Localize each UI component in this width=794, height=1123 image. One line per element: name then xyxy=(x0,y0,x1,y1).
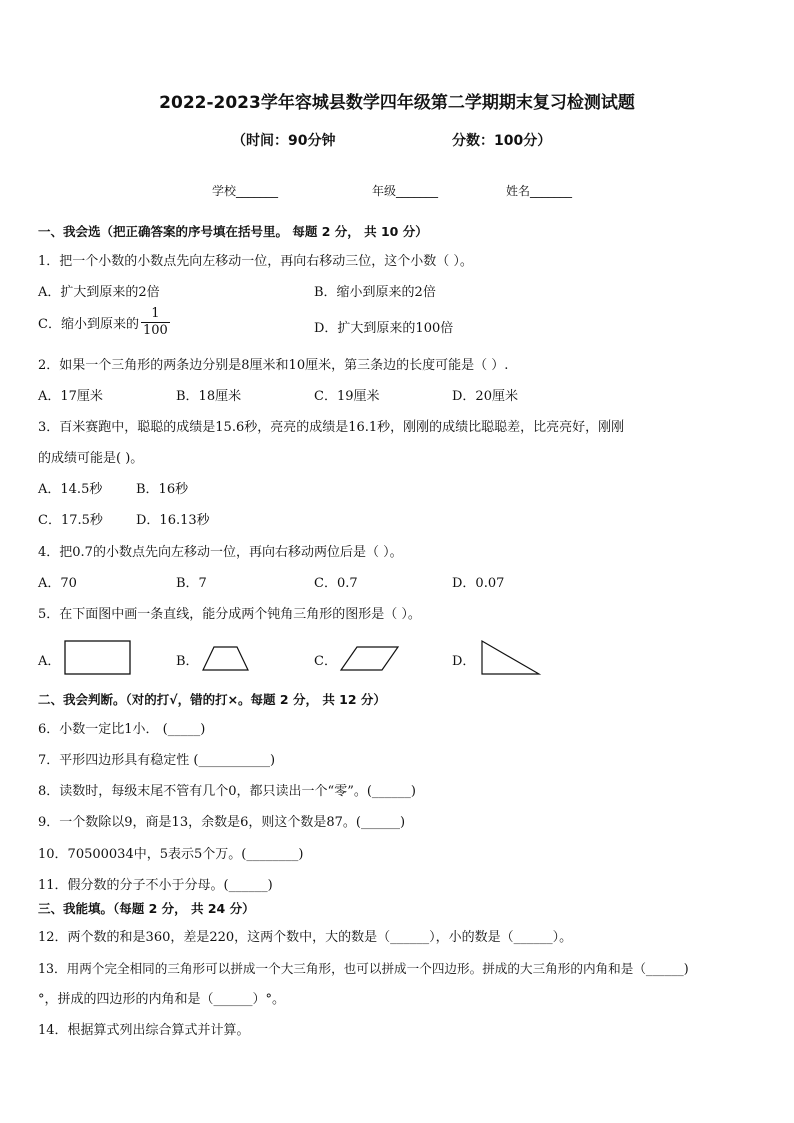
q11-statement: 11．假分数的分子不小于分母。(______) xyxy=(38,878,273,893)
q3-option-a: A．14.5秒 xyxy=(38,482,103,497)
q6-statement: 6．小数一定比1小． (_____) xyxy=(38,722,206,737)
q8-statement: 8．读数时，每级末尾不管有几个0，都只读出一个“零”。(______) xyxy=(38,784,416,799)
q4-option-b: B．7 xyxy=(176,576,207,591)
q4-option-a: A．70 xyxy=(38,576,77,591)
q3-option-b: B．16秒 xyxy=(136,482,189,497)
q2-option-b: B．18厘米 xyxy=(176,389,242,404)
q1-option-b: B．缩小到原来的2倍 xyxy=(314,285,436,300)
q10-statement: 10．70500034中，5表示5个万。(________) xyxy=(38,847,304,862)
q3-option-c: C．17.5秒 xyxy=(38,513,103,528)
exam-score: 分数：100分） xyxy=(452,133,552,149)
page-title: 2022-2023学年容城县数学四年级第二学期期末复习检测试题 xyxy=(159,93,635,113)
q1-option-d: D．扩大到原来的100倍 xyxy=(314,321,454,336)
q2-option-d: D．20厘米 xyxy=(452,389,518,404)
q3-option-d: D．16.13秒 xyxy=(136,513,210,528)
school-field: 学校_______ xyxy=(212,184,279,198)
q4-stem: 4．把0.7的小数点先向左移动一位，再向右移动两位后是（ ）。 xyxy=(38,545,403,560)
fraction-denominator: 100 xyxy=(142,323,168,338)
exam-time: （时间：90分钟 xyxy=(232,133,336,149)
rectangle-figure xyxy=(64,640,132,676)
parallelogram-figure xyxy=(340,646,400,672)
q4-option-d: D．0.07 xyxy=(452,576,505,591)
q2-option-a: A．17厘米 xyxy=(38,389,103,404)
q1-option-a: A．扩大到原来的2倍 xyxy=(38,285,160,300)
right-triangle-figure xyxy=(481,640,543,676)
fraction-numerator: 1 xyxy=(141,306,170,323)
q5-option-a: A． xyxy=(38,654,61,669)
q1-stem: 1．把一个小数的小数点先向左移动一位，再向右移动三位，这个小数（ ）。 xyxy=(38,254,473,269)
trapezoid-figure xyxy=(202,646,250,672)
q5-stem: 5．在下面图中画一条直线，能分成两个钝角三角形的图形是（ ）。 xyxy=(38,607,421,622)
section-1-heading: 一、我会选（把正确答案的序号填在括号里。 每题 2 分， 共 10 分） xyxy=(38,224,428,239)
q5-option-b: B． xyxy=(176,654,199,669)
q13-stem-line2: °，拼成的四边形的内角和是（______）°。 xyxy=(38,992,286,1007)
q9-statement: 9．一个数除以9，商是13，余数是6，则这个数是87。(______) xyxy=(38,815,406,830)
grade-field: 年级_______ xyxy=(372,184,439,198)
name-field: 姓名_______ xyxy=(506,184,573,198)
q2-option-c: C．19厘米 xyxy=(314,389,380,404)
fraction xyxy=(141,306,170,339)
section-3-heading: 三、我能填。（每题 2 分， 共 24 分） xyxy=(38,901,255,916)
q1-option-c-text: C．缩小到原来的 xyxy=(38,317,139,332)
q14-stem: 14．根据算式列出综合算式并计算。 xyxy=(38,1023,250,1038)
q5-option-d: D． xyxy=(452,654,476,669)
q7-statement: 7．平形四边形具有稳定性 (___________) xyxy=(38,753,276,768)
q1-option-c xyxy=(38,306,170,339)
q2-stem: 2．如果一个三角形的两条边分别是8厘米和10厘米，第三条边的长度可能是（ ）. xyxy=(38,358,509,373)
q4-option-c: C．0.7 xyxy=(314,576,358,591)
q5-option-c: C． xyxy=(314,654,337,669)
q3-stem-line2: 的成绩可能是( )。 xyxy=(38,451,144,466)
section-2-heading: 二、我会判断。（对的打√，错的打×。每题 2 分， 共 12 分） xyxy=(38,692,386,707)
q13-stem-line1: 13．用两个完全相同的三角形可以拼成一个大三角形，也可以拼成一个四边形。拼成的大三角形的内角和是（______) xyxy=(38,961,689,976)
q12-stem: 12．两个数的和是360，差是220，这两个数中，大的数是（______），小的数是（______）。 xyxy=(38,930,573,945)
q3-stem-line1: 3．百米赛跑中，聪聪的成绩是15.6秒，亮亮的成绩是16.1秒，刚刚的成绩比聪聪差，比亮亮好，刚刚 xyxy=(38,420,625,435)
